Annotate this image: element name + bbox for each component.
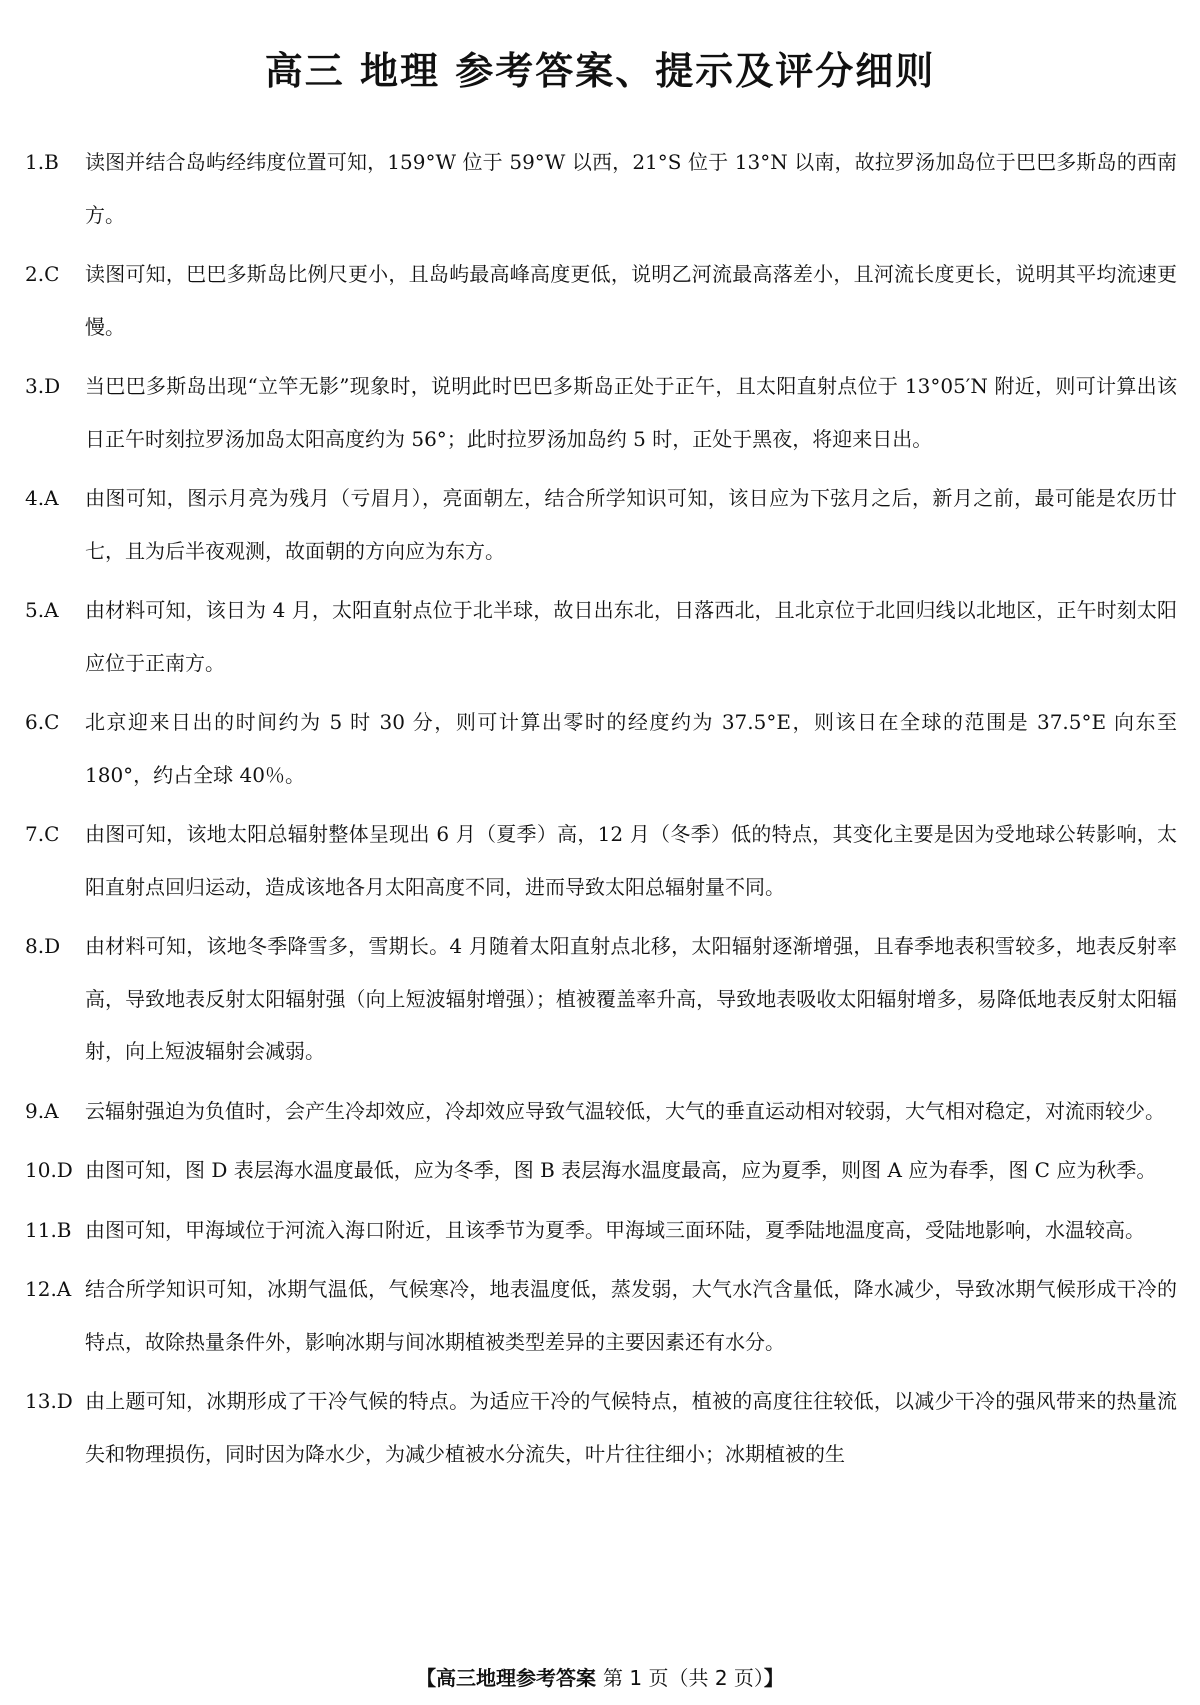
answer-label: 9.A (25, 1098, 59, 1123)
answer-text: 由图可知，该地太阳总辐射整体呈现出 6 月（夏季）高，12 月（冬季）低的特点，其变化主要是因为受地球公转影响，太阳直射点回归运动，造成该地各月太阳高度不同，进而导致太阳总辐射量不同。 (85, 822, 1177, 899)
answer-text: 读图并结合岛屿经纬度位置可知，159°W 位于 59°W 以西，21°S 位于 13°N 以南，故拉罗汤加岛位于巴巴多斯岛的西南方。 (85, 150, 1177, 227)
answer-item (25, 248, 1177, 353)
answer-list (25, 136, 1177, 1487)
answer-label: 10.D (25, 1158, 73, 1182)
page-footer (0, 1662, 1200, 1691)
answer-text: 云辐射强迫为负值时，会产生冷却效应，冷却效应导致气温较低，大气的垂直运动相对较弱，大气相对稳定，对流雨较少。 (85, 1098, 1165, 1123)
answer-item (25, 1263, 1177, 1368)
answer-label: 13.D (25, 1389, 73, 1413)
page-title: 高三 地理 参考答案、提示及评分细则 (264, 49, 936, 93)
answer-text: 由图可知，图 D 表层海水温度最低，应为冬季，图 B 表层海水温度最高，应为夏季，则图 A 应为春季，图 C 应为秋季。 (85, 1158, 1157, 1182)
answer-label: 4.A (25, 486, 59, 510)
answer-text: 由材料可知，该日为 4 月，太阳直射点位于北半球，故日出东北，日落西北，且北京位于北回归线以北地区，正午时刻太阳应位于正南方。 (85, 598, 1177, 675)
answer-item (25, 472, 1177, 577)
answer-label: 6.C (25, 710, 60, 734)
answer-text: 由图可知，甲海域位于河流入海口附近，且该季节为夏季。甲海域三面环陆，夏季陆地温度高，受陆地影响，水温较高。 (85, 1217, 1145, 1242)
answer-item (25, 1204, 1177, 1257)
answer-label: 12.A (25, 1277, 72, 1301)
answer-item (25, 136, 1177, 241)
answer-text: 读图可知，巴巴多斯岛比例尺更小，且岛屿最高峰高度更低，说明乙河流最高落差小，且河流长度更长，说明其平均流速更慢。 (85, 262, 1177, 339)
answer-text: 北京迎来日出的时间约为 5 时 30 分，则可计算出零时的经度约为 37.5°E，则该日在全球的范围是 37.5°E 向东至 180°，约占全球 40％。 (85, 710, 1177, 787)
answer-item (25, 584, 1177, 689)
answer-item (25, 808, 1177, 913)
answer-text: 由材料可知，该地冬季降雪多，雪期长。4 月随着太阳直射点北移，太阳辐射逐渐增强，且春季地表积雪较多，地表反射率高，导致地表反射太阳辐射强（向上短波辐射增强）；植被覆盖率升高，导致地表吸收太阳辐射增多，易降低地表反射太阳辐射，向上短波辐射会减弱。 (85, 934, 1177, 1063)
answer-label: 11.B (25, 1217, 72, 1242)
answer-label: 5.A (25, 598, 59, 622)
answer-text: 当巴巴多斯岛出现“立竿无影”现象时，说明此时巴巴多斯岛正处于正午，且太阳直射点位于 13°05′N 附近，则可计算出该日正午时刻拉罗汤加岛太阳高度约为 56°；此时拉罗汤加岛约 5 时，正处于黑夜，将迎来日出。 (85, 374, 1177, 451)
answer-item (25, 1085, 1177, 1138)
answer-text: 结合所学知识可知，冰期气温低，气候寒冷，地表温度低，蒸发弱，大气水汽含量低，降水减少，导致冰期气候形成干冷的特点，故除热量条件外，影响冰期与间冰期植被类型差异的主要因素还有水分。 (85, 1277, 1177, 1354)
answer-item (25, 696, 1177, 801)
answer-text: 由上题可知，冰期形成了干冷气候的特点。为适应干冷的气候特点，植被的高度往往较低，以减少干冷的强风带来的热量流失和物理损伤，同时因为降水少，为减少植被水分流失，叶片往往细小；冰期植被的生 (85, 1389, 1177, 1466)
answer-item (25, 920, 1177, 1078)
footer-bracket: 】 (763, 1666, 784, 1690)
answer-label: 8.D (25, 934, 61, 958)
answer-label: 1.B (25, 150, 59, 174)
answer-label: 7.C (25, 822, 60, 846)
answer-text: 由图可知，图示月亮为残月（亏眉月），亮面朝左，结合所学知识可知，该日应为下弦月之后，新月之前，最可能是农历廿七，且为后半夜观测，故面朝的方向应为东方。 (85, 486, 1177, 563)
footer-title: 【高三地理参考答案 (416, 1666, 597, 1690)
answer-item (25, 360, 1177, 465)
answer-label: 3.D (25, 374, 61, 398)
answer-item (25, 1375, 1177, 1480)
answer-item (25, 1144, 1177, 1197)
page-number: 第 1 页（共 2 页） (603, 1666, 764, 1690)
answer-label: 2.C (25, 262, 60, 286)
